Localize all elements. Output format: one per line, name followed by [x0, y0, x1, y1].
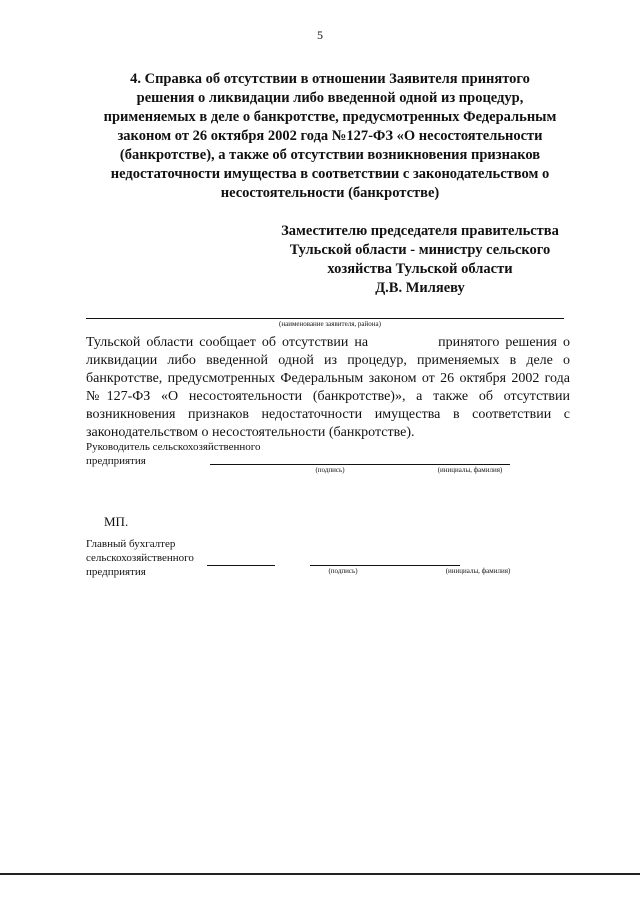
addressee-block [270, 222, 570, 298]
accountant-signature-line-2[interactable] [310, 565, 460, 566]
bottom-rule [0, 873, 640, 875]
head-name-caption: (инициалы, фамилия) [437, 466, 503, 474]
body-text-part2: принятого решения о ликвидации либо введенной одной из процедур, применяемых в деле о банкротстве, предусмотренных Федеральным законом от 26 октября 2002 года №127-ФЗ «О несостоятельности (банкротстве)», а также об отсутствии возникновения признаков недостаточности имущества в соответствии с законодательством о несостоятельности (банкротстве). [86, 335, 570, 440]
head-label-line: предприятия [86, 455, 146, 467]
accountant-label-line: сельскохозяйственного [86, 552, 194, 564]
accountant-label-line: предприятия [86, 566, 146, 578]
accountant-name-caption: (инициалы, фамилия) [445, 567, 511, 575]
body-text-part1: Тульской области сообщает об отсутствии на [86, 335, 369, 350]
applicant-caption: (наименование заявителя, района) [279, 320, 381, 328]
head-signature-caption: (подпись) [315, 466, 345, 474]
accountant-signature-line[interactable] [207, 565, 275, 566]
head-label-line: Руководитель сельскохозяйственного [86, 441, 261, 453]
addressee-line: Заместителю председателя правительства [281, 223, 559, 239]
accountant-label-line: Главный бухгалтер [86, 538, 176, 550]
stamp-label: МП. [104, 514, 129, 529]
page-number: 5 [317, 28, 323, 42]
addressee-line: хозяйства Тульской области [327, 261, 513, 277]
addressee-name: Д.В. Миляеву [375, 280, 465, 296]
document-heading: 4. Справка об отсутствии в отношении Заявителя принятого решения о ликвидации либо введенной одной из процедур, применяемых в деле о банкротстве, предусмотренных Федеральным законом от 26 октября 2002 года №127-ФЗ «О несостоятельности (банкротстве), а также об отсутствии возникновения признаков недостаточности имущества в соответствии с законодательством о несостоятельности (банкротстве) [103, 71, 557, 201]
head-signature-line[interactable] [210, 464, 510, 465]
applicant-field-line[interactable] [86, 318, 564, 319]
accountant-signature-caption: (подпись) [328, 567, 358, 575]
accountant-label [86, 537, 194, 579]
body-paragraph [86, 334, 570, 442]
addressee-line: Тульской области - министру сельского [289, 242, 551, 258]
